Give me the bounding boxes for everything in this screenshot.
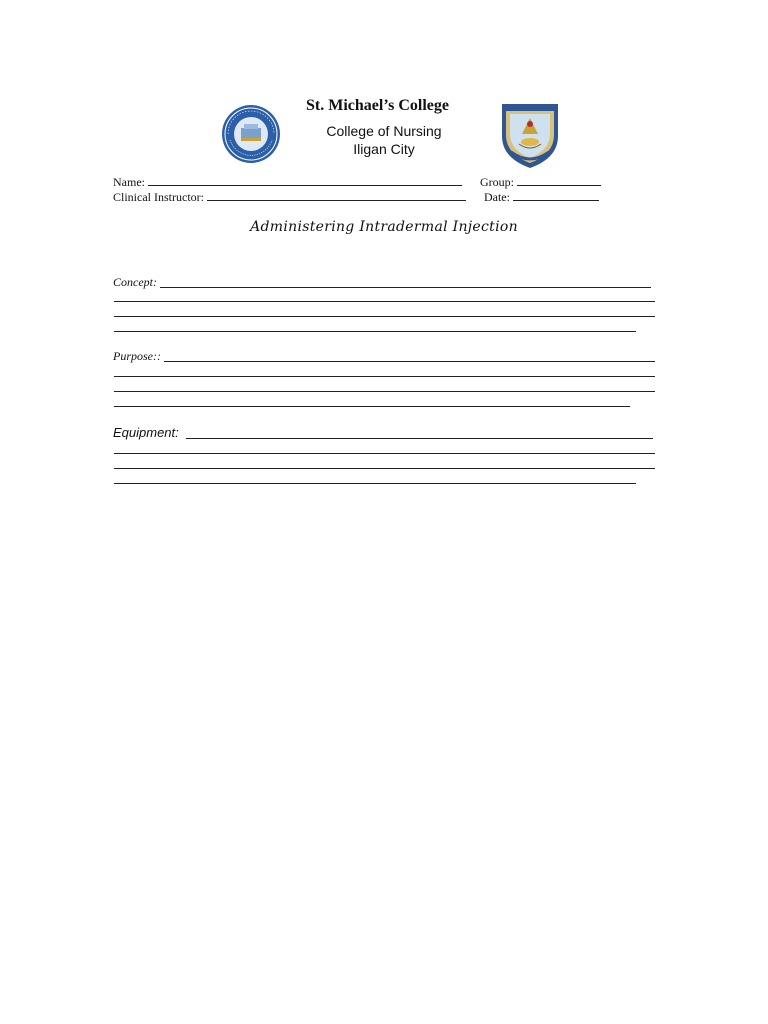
equipment-line-2[interactable]: [114, 453, 655, 454]
concept-line-3[interactable]: [114, 316, 655, 317]
college-department: [300, 122, 468, 158]
equipment-label: Equipment:: [113, 425, 179, 440]
date-field[interactable]: [513, 190, 599, 201]
group-label: Group:: [480, 175, 514, 189]
equipment-line-4[interactable]: [114, 483, 636, 484]
name-field[interactable]: [148, 175, 462, 186]
city-name: Iligan City: [353, 141, 415, 157]
equipment-line-3[interactable]: [114, 468, 655, 469]
equipment-line-1[interactable]: [186, 438, 653, 439]
purpose-line-3[interactable]: [114, 391, 655, 392]
instructor-date-row: [113, 190, 599, 204]
college-seal-icon: [220, 104, 282, 164]
nursing-shield-icon: [497, 100, 563, 170]
concept-line-2[interactable]: [114, 301, 655, 302]
concept-label: Concept:: [113, 275, 157, 289]
name-label: Name:: [113, 175, 145, 189]
group-field[interactable]: [517, 175, 601, 186]
purpose-label: Purpose::: [113, 349, 161, 363]
college-name: St. Michael’s College: [306, 97, 449, 114]
document-title: Administering Intradermal Injection: [250, 219, 518, 235]
concept-line-1[interactable]: [160, 287, 651, 288]
instructor-field[interactable]: [207, 190, 466, 201]
name-group-row: [113, 175, 601, 189]
purpose-line-4[interactable]: [114, 406, 630, 407]
instructor-label: Clinical Instructor:: [113, 190, 204, 204]
purpose-line-2[interactable]: [114, 376, 655, 377]
concept-line-4[interactable]: [114, 331, 636, 332]
purpose-line-1[interactable]: [164, 361, 655, 362]
department-name: College of Nursing: [326, 123, 442, 139]
date-label: Date:: [483, 190, 510, 204]
